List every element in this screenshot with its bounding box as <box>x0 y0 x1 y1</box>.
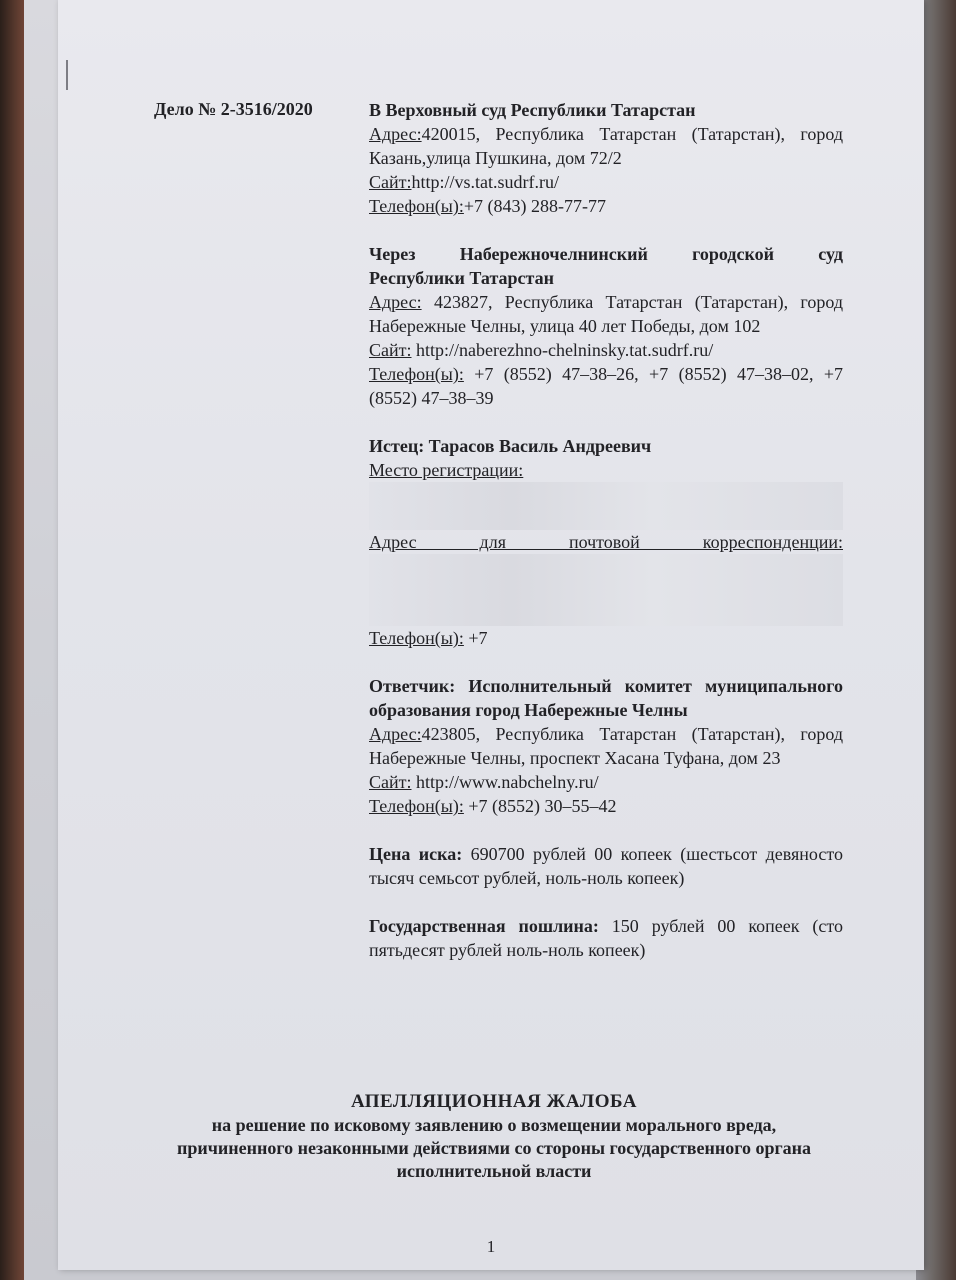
court-site: Сайт:http://vs.tat.sudrf.ru/ <box>369 172 559 192</box>
plaintiff-phone: Телефон(ы): +7 <box>369 628 488 648</box>
redacted-registration <box>369 482 843 506</box>
redacted-registration <box>369 506 843 530</box>
header-column <box>369 98 843 986</box>
claim-price: Цена иска: 690700 рублей 00 копеек (шестьсот девяносто тысяч семьсот рублей, ноль-ноль копеек) <box>369 844 843 888</box>
document-heading <box>154 1090 834 1183</box>
court-title: В Верховный суд Республики Татарстан <box>369 100 696 120</box>
redacted-mail-address <box>369 554 843 578</box>
case-number: Дело № 2-3516/2020 <box>154 99 313 119</box>
document-page <box>58 0 924 1270</box>
mail-label: Адрес для почтовой корреспонденции: <box>369 532 843 552</box>
plaintiff-title: Истец: Тарасов Василь Андреевич <box>369 436 652 456</box>
through-phone: Телефон(ы): +7 (8552) 47–38–26, +7 (8552) 47–38–02, +7 (8552) 47–38–39 <box>369 364 843 408</box>
through-court-block <box>369 242 843 410</box>
registration-label: Место регистрации: <box>369 460 524 480</box>
defendant-phone: Телефон(ы): +7 (8552) 30–55–42 <box>369 796 617 816</box>
through-site: Сайт: http://naberezhno-chelninsky.tat.sudrf.ru/ <box>369 340 714 360</box>
redacted-mail-address <box>369 578 843 602</box>
state-fee: Государственная пошлина: 150 рублей 00 копеек (сто пятьдесят рублей ноль-ноль копеек) <box>369 916 844 960</box>
claim-price-block <box>369 842 843 890</box>
defendant-address: Адрес:423805, Республика Татарстан (Татарстан), город Набережные Челны, проспект Хасана Туфана, дом 23 <box>369 724 843 768</box>
page-number: 1 <box>486 1237 496 1256</box>
through-address: Адрес: 423827, Республика Татарстан (Татарстан), город Набережные Челны, улица 40 лет Победы, дом 102 <box>369 292 843 336</box>
court-address: Адрес:420015, Республика Татарстан (Татарстан), город Казань,улица Пушкина, дом 72/2 <box>369 124 843 168</box>
document-subtitle: на решение по исковому заявлению о возмещении морального вреда, причиненного незаконными действиями со стороны государственного органа исполнительной власти <box>176 1115 812 1181</box>
binding-mark <box>66 60 68 90</box>
defendant-title: Ответчик: Исполнительный комитет муниципального образования город Набережные Челны <box>369 676 843 720</box>
defendant-block <box>369 674 843 818</box>
court-block <box>369 98 843 218</box>
court-phone: Телефон(ы):+7 (843) 288-77-77 <box>369 196 607 216</box>
through-title-line2: Республики Татарстан <box>369 268 554 288</box>
redacted-mail-address <box>369 602 843 626</box>
state-fee-block <box>369 914 843 962</box>
through-title-line1: Через Набережночелнинский городской суд <box>369 244 843 264</box>
defendant-site: Сайт: http://www.nabchelny.ru/ <box>369 772 599 792</box>
document-title: АПЕЛЛЯЦИОННАЯ ЖАЛОБА <box>350 1091 638 1112</box>
plaintiff-block <box>369 434 843 650</box>
